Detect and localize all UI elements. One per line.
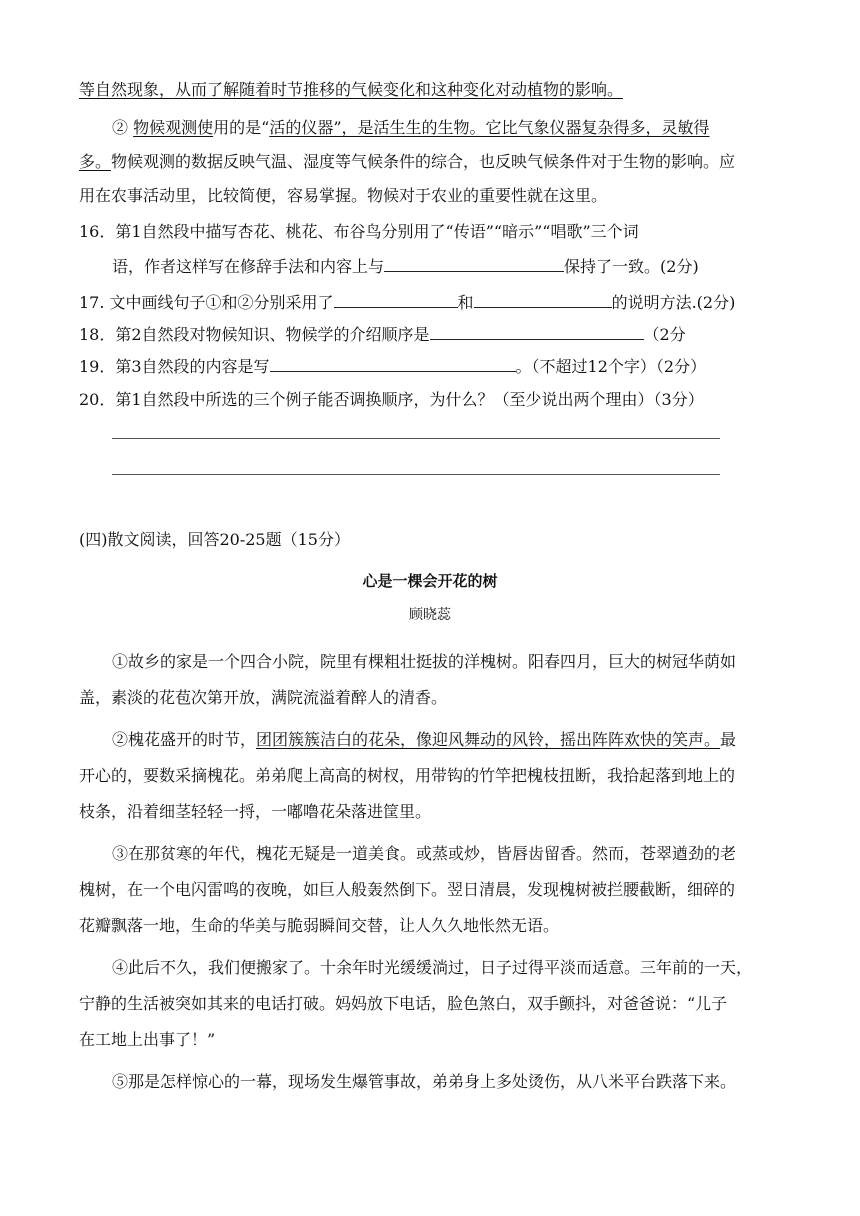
answer-blank[interactable] bbox=[270, 356, 516, 372]
passage-paragraph-2-line-3: 用在农事活动里，比较简便，容易掌握。物候对于农业的重要性就在这里。 bbox=[79, 186, 608, 205]
essay-p1-line-1: ①故乡的家是一个四合小院，院里有棵粗壮挺拔的洋槐树。阳春四月，巨大的树冠华荫如 bbox=[112, 652, 737, 671]
answer-blank[interactable] bbox=[334, 292, 458, 308]
essay-p2-line-1: ②槐花盛开的时节，团团簇簇洁白的花朵，像迎风舞动的风铃，摇出阵阵欢快的笑声。最 bbox=[112, 730, 737, 749]
essay-p4-line-2: 宁静的生活被突如其来的电话打破。妈妈放下电话，脸色煞白，双手颤抖，对爸爸说：“儿子 bbox=[79, 994, 728, 1013]
underlined-sentence-part: 活的仪器”，是活生生的生物。它比气象仪器复杂得多，灵敏得 bbox=[269, 118, 710, 137]
underlined-sentence-part: 多。 bbox=[79, 152, 112, 171]
answer-blank[interactable] bbox=[474, 292, 612, 308]
underlined-sentence: 团团簇簇洁白的花朵，像迎风舞动的风铃，摇出阵阵欢快的笑声。 bbox=[256, 730, 721, 749]
essay-p1-line-2: 盖，素淡的花苞次第开放，满院流溢着醉人的清香。 bbox=[79, 688, 448, 707]
section-heading: (四)散文阅读，回答20-25题（15分） bbox=[79, 530, 350, 549]
passage-paragraph-2-line-2 bbox=[79, 152, 735, 172]
essay-author: 顾晓蕊 bbox=[409, 607, 451, 623]
question-20: 20．第1自然段中所选的三个例子能否调换顺序，为什么？（至少说出两个理由）（3分） bbox=[79, 390, 704, 409]
paragraph-marker: ② bbox=[112, 118, 129, 137]
answer-line-1[interactable] bbox=[112, 438, 720, 439]
plain-text: 用的是“ bbox=[213, 118, 270, 137]
question-18: 18．第2自然段对物候知识、物候学的介绍顺序是 （2分 bbox=[79, 325, 686, 344]
question-16-line-1: 16．第1自然段中描写杏花、桃花、布谷鸟分别用了“传语”“暗示”“唱歌”三个词 bbox=[79, 222, 639, 241]
essay-p4-line-3: 在工地上出事了！” bbox=[79, 1030, 216, 1049]
essay-p5-line-1: ⑤那是怎样惊心的一幕，现场发生爆管事故，弟弟身上多处烫伤，从八米平台跌落下来。 bbox=[112, 1072, 737, 1091]
essay-p2-line-2: 开心的，要数采摘槐花。弟弟爬上高高的树杈，用带钩的竹竿把槐枝扭断，我拾起落到地上的 bbox=[79, 766, 736, 785]
question-19: 19．第3自然段的内容是写 。（不超过12个字）（2分） bbox=[79, 357, 707, 376]
essay-title: 心是一棵会开花的树 bbox=[362, 572, 498, 590]
essay-p3-line-2: 槐树，在一个电闪雷鸣的夜晚，如巨人般轰然倒下。翌日清晨，发现槐树被拦腰截断，细碎的 bbox=[79, 880, 736, 899]
essay-p3-line-3: 花瓣飘落一地，生命的华美与脆弱瞬间交替，让人久久地怅然无语。 bbox=[79, 916, 560, 935]
passage-line-1: 等自然现象，从而了解随着时节推移的气候变化和这种变化对动植物的影响。 bbox=[79, 80, 624, 99]
answer-blank[interactable] bbox=[430, 324, 644, 340]
underlined-sentence-part: 物候观测使 bbox=[133, 118, 214, 137]
question-17: 17. 文中画线句子①和②分别采用了 和 的说明方法.(2分) bbox=[79, 293, 736, 312]
essay-p4-line-1: ④此后不久，我们便搬家了。十余年时光缓缓淌过，日子过得平淡而适意。三年前的一天， bbox=[112, 958, 753, 977]
plain-text: 物候观测的数据反映气温、湿度等气候条件的综合，也反映气候条件对于生物的影响。应 bbox=[111, 152, 736, 171]
answer-blank[interactable] bbox=[384, 256, 564, 272]
essay-p2-line-3: 枝条，沿着细茎轻轻一捋，一嘟噜花朵落进筐里。 bbox=[79, 802, 432, 821]
answer-line-2[interactable] bbox=[112, 474, 720, 475]
passage-paragraph-2-line-1 bbox=[112, 118, 710, 138]
essay-p3-line-1: ③在那贫寒的年代，槐花无疑是一道美食。或蒸或炒，皆唇齿留香。然而，苍翠遒劲的老 bbox=[112, 844, 737, 863]
question-16-line-2: 语，作者这样写在修辞手法和内容上与 保持了一致。(2分) bbox=[112, 257, 699, 276]
